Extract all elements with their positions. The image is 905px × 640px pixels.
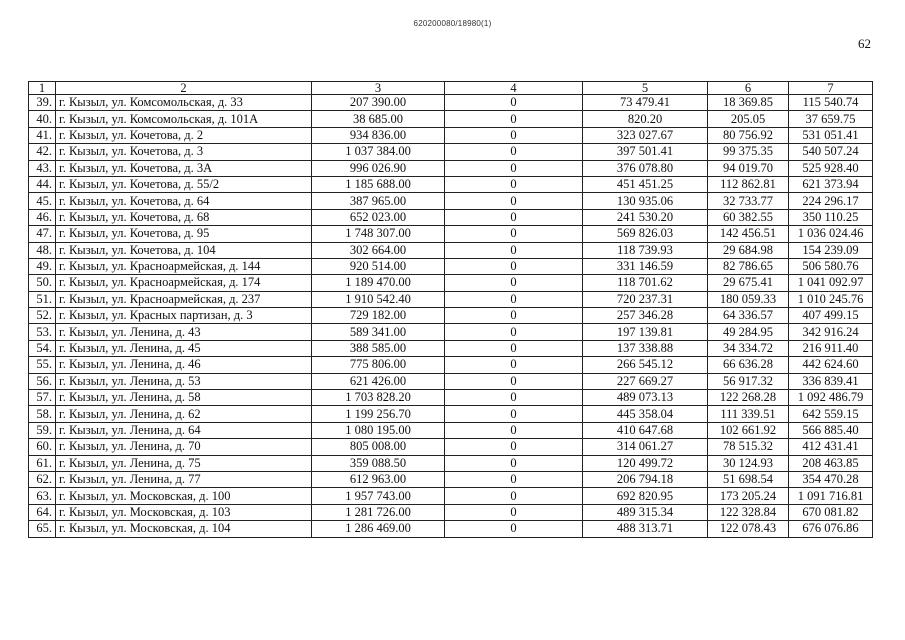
- address-cell: г. Кызыл, ул. Комсомольская, д. 101А: [56, 111, 312, 127]
- row-number-cell: 48.: [29, 242, 56, 258]
- table-row: [29, 373, 873, 389]
- table-row: [29, 340, 873, 356]
- row-number-cell: 54.: [29, 340, 56, 356]
- table-row: [29, 111, 873, 127]
- col3-cell: 805 008.00: [312, 439, 445, 455]
- col4-cell: 0: [445, 209, 583, 225]
- table-row: [29, 504, 873, 520]
- address-cell: г. Кызыл, ул. Ленина, д. 62: [56, 406, 312, 422]
- col7-cell: 442 624.60: [789, 357, 873, 373]
- col3-cell: 652 023.00: [312, 209, 445, 225]
- column-header-4: 4: [445, 82, 583, 95]
- col6-cell: 82 786.65: [708, 258, 789, 274]
- col7-cell: 525 928.40: [789, 160, 873, 176]
- row-number-cell: 62.: [29, 471, 56, 487]
- address-cell: г. Кызыл, ул. Комсомольская, д. 33: [56, 95, 312, 111]
- row-number-cell: 43.: [29, 160, 56, 176]
- row-number-cell: 51.: [29, 291, 56, 307]
- col6-cell: 29 675.41: [708, 275, 789, 291]
- row-number-cell: 63.: [29, 488, 56, 504]
- col4-cell: 0: [445, 176, 583, 192]
- col3-cell: 359 088.50: [312, 455, 445, 471]
- col6-cell: 30 124.93: [708, 455, 789, 471]
- row-number-cell: 61.: [29, 455, 56, 471]
- address-cell: г. Кызыл, ул. Кочетова, д. 64: [56, 193, 312, 209]
- address-cell: г. Кызыл, ул. Ленина, д. 43: [56, 324, 312, 340]
- table-row: [29, 226, 873, 242]
- col4-cell: 0: [445, 160, 583, 176]
- table-row: [29, 258, 873, 274]
- col3-cell: 1 080 195.00: [312, 422, 445, 438]
- address-cell: г. Кызыл, ул. Московская, д. 100: [56, 488, 312, 504]
- col4-cell: 0: [445, 390, 583, 406]
- col6-cell: 94 019.70: [708, 160, 789, 176]
- col4-cell: 0: [445, 340, 583, 356]
- address-cell: г. Кызыл, ул. Кочетова, д. 2: [56, 127, 312, 143]
- row-number-cell: 50.: [29, 275, 56, 291]
- col4-cell: 0: [445, 144, 583, 160]
- col5-cell: 197 139.81: [583, 324, 708, 340]
- column-header-2: 2: [56, 82, 312, 95]
- address-cell: г. Кызыл, ул. Ленина, д. 53: [56, 373, 312, 389]
- row-number-cell: 42.: [29, 144, 56, 160]
- col7-cell: 676 076.86: [789, 521, 873, 537]
- row-number-cell: 39.: [29, 95, 56, 111]
- col7-cell: 1 041 092.97: [789, 275, 873, 291]
- row-number-cell: 52.: [29, 308, 56, 324]
- col5-cell: 314 061.27: [583, 439, 708, 455]
- col5-cell: 331 146.59: [583, 258, 708, 274]
- col5-cell: 410 647.68: [583, 422, 708, 438]
- column-header-5: 5: [583, 82, 708, 95]
- col7-cell: 642 559.15: [789, 406, 873, 422]
- row-number-cell: 57.: [29, 390, 56, 406]
- address-cell: г. Кызыл, ул. Ленина, д. 46: [56, 357, 312, 373]
- col4-cell: 0: [445, 455, 583, 471]
- col6-cell: 18 369.85: [708, 95, 789, 111]
- col4-cell: 0: [445, 471, 583, 487]
- col7-cell: 208 463.85: [789, 455, 873, 471]
- col7-cell: 1 091 716.81: [789, 488, 873, 504]
- col3-cell: 1 286 469.00: [312, 521, 445, 537]
- table-row: [29, 193, 873, 209]
- col7-cell: 1 092 486.79: [789, 390, 873, 406]
- col3-cell: 1 185 688.00: [312, 176, 445, 192]
- col4-cell: 0: [445, 504, 583, 520]
- col4-cell: 0: [445, 406, 583, 422]
- col7-cell: 540 507.24: [789, 144, 873, 160]
- column-header-7: 7: [789, 82, 873, 95]
- col3-cell: 1 281 726.00: [312, 504, 445, 520]
- col4-cell: 0: [445, 422, 583, 438]
- col3-cell: 1 199 256.70: [312, 406, 445, 422]
- row-number-cell: 64.: [29, 504, 56, 520]
- table-row: [29, 357, 873, 373]
- row-number-cell: 53.: [29, 324, 56, 340]
- col5-cell: 323 027.67: [583, 127, 708, 143]
- table-row: [29, 521, 873, 537]
- col3-cell: 621 426.00: [312, 373, 445, 389]
- col3-cell: 920 514.00: [312, 258, 445, 274]
- table-row: [29, 291, 873, 307]
- table-row: [29, 455, 873, 471]
- col7-cell: 115 540.74: [789, 95, 873, 111]
- table-row: [29, 209, 873, 225]
- col3-cell: 589 341.00: [312, 324, 445, 340]
- address-cell: г. Кызыл, ул. Московская, д. 103: [56, 504, 312, 520]
- col3-cell: 388 585.00: [312, 340, 445, 356]
- col5-cell: 820.20: [583, 111, 708, 127]
- col6-cell: 112 862.81: [708, 176, 789, 192]
- row-number-cell: 46.: [29, 209, 56, 225]
- col4-cell: 0: [445, 308, 583, 324]
- col6-cell: 29 684.98: [708, 242, 789, 258]
- table-row: [29, 439, 873, 455]
- col6-cell: 49 284.95: [708, 324, 789, 340]
- address-cell: г. Кызыл, ул. Ленина, д. 58: [56, 390, 312, 406]
- col6-cell: 60 382.55: [708, 209, 789, 225]
- col5-cell: 206 794.18: [583, 471, 708, 487]
- col5-cell: 489 315.34: [583, 504, 708, 520]
- col6-cell: 78 515.32: [708, 439, 789, 455]
- col4-cell: 0: [445, 373, 583, 389]
- header-row: [29, 82, 873, 95]
- col5-cell: 451 451.25: [583, 176, 708, 192]
- col5-cell: 266 545.12: [583, 357, 708, 373]
- row-number-cell: 44.: [29, 176, 56, 192]
- col4-cell: 0: [445, 488, 583, 504]
- row-number-cell: 59.: [29, 422, 56, 438]
- col5-cell: 227 669.27: [583, 373, 708, 389]
- row-number-cell: 55.: [29, 357, 56, 373]
- address-cell: г. Кызыл, ул. Красноармейская, д. 174: [56, 275, 312, 291]
- col5-cell: 445 358.04: [583, 406, 708, 422]
- address-cell: г. Кызыл, ул. Кочетова, д. 3А: [56, 160, 312, 176]
- col3-cell: 934 836.00: [312, 127, 445, 143]
- table-row: [29, 390, 873, 406]
- col3-cell: 1 910 542.40: [312, 291, 445, 307]
- table-row: [29, 144, 873, 160]
- col4-cell: 0: [445, 226, 583, 242]
- address-cell: г. Кызыл, ул. Ленина, д. 75: [56, 455, 312, 471]
- table-row: [29, 95, 873, 111]
- row-number-cell: 49.: [29, 258, 56, 274]
- document-code: 620200080/18980(1): [413, 19, 492, 28]
- col6-cell: 122 268.28: [708, 390, 789, 406]
- address-cell: г. Кызыл, ул. Ленина, д. 77: [56, 471, 312, 487]
- col7-cell: 566 885.40: [789, 422, 873, 438]
- col4-cell: 0: [445, 521, 583, 537]
- col7-cell: 342 916.24: [789, 324, 873, 340]
- table-row: [29, 176, 873, 192]
- col4-cell: 0: [445, 193, 583, 209]
- col7-cell: 154 239.09: [789, 242, 873, 258]
- col3-cell: 996 026.90: [312, 160, 445, 176]
- address-cell: г. Кызыл, ул. Кочетова, д. 55/2: [56, 176, 312, 192]
- col5-cell: 241 530.20: [583, 209, 708, 225]
- col3-cell: 612 963.00: [312, 471, 445, 487]
- table-row: [29, 422, 873, 438]
- row-number-cell: 58.: [29, 406, 56, 422]
- col3-cell: 1 957 743.00: [312, 488, 445, 504]
- col5-cell: 130 935.06: [583, 193, 708, 209]
- col6-cell: 111 339.51: [708, 406, 789, 422]
- col6-cell: 64 336.57: [708, 308, 789, 324]
- row-number-cell: 41.: [29, 127, 56, 143]
- col6-cell: 205.05: [708, 111, 789, 127]
- table-body: [29, 95, 873, 538]
- col7-cell: 224 296.17: [789, 193, 873, 209]
- table-row: [29, 324, 873, 340]
- col4-cell: 0: [445, 127, 583, 143]
- col3-cell: 1 189 470.00: [312, 275, 445, 291]
- col6-cell: 99 375.35: [708, 144, 789, 160]
- col7-cell: 506 580.76: [789, 258, 873, 274]
- address-cell: г. Кызыл, ул. Кочетова, д. 3: [56, 144, 312, 160]
- address-cell: г. Кызыл, ул. Кочетова, д. 68: [56, 209, 312, 225]
- col3-cell: 38 685.00: [312, 111, 445, 127]
- address-cell: г. Кызыл, ул. Кочетова, д. 95: [56, 226, 312, 242]
- row-number-cell: 56.: [29, 373, 56, 389]
- address-cell: г. Кызыл, ул. Ленина, д. 70: [56, 439, 312, 455]
- col6-cell: 66 636.28: [708, 357, 789, 373]
- col7-cell: 354 470.28: [789, 471, 873, 487]
- col5-cell: 376 078.80: [583, 160, 708, 176]
- col7-cell: 621 373.94: [789, 176, 873, 192]
- address-cell: г. Кызыл, ул. Ленина, д. 45: [56, 340, 312, 356]
- table-row: [29, 406, 873, 422]
- row-number-cell: 40.: [29, 111, 56, 127]
- col6-cell: 180 059.33: [708, 291, 789, 307]
- col5-cell: 720 237.31: [583, 291, 708, 307]
- col5-cell: 137 338.88: [583, 340, 708, 356]
- table-row: [29, 471, 873, 487]
- col3-cell: 729 182.00: [312, 308, 445, 324]
- col7-cell: 412 431.41: [789, 439, 873, 455]
- col4-cell: 0: [445, 357, 583, 373]
- col7-cell: 350 110.25: [789, 209, 873, 225]
- col6-cell: 122 078.43: [708, 521, 789, 537]
- address-cell: г. Кызыл, ул. Красных партизан, д. 3: [56, 308, 312, 324]
- col7-cell: 407 499.15: [789, 308, 873, 324]
- col6-cell: 122 328.84: [708, 504, 789, 520]
- col4-cell: 0: [445, 275, 583, 291]
- row-number-cell: 65.: [29, 521, 56, 537]
- col4-cell: 0: [445, 324, 583, 340]
- col6-cell: 51 698.54: [708, 471, 789, 487]
- col7-cell: 336 839.41: [789, 373, 873, 389]
- col7-cell: 1 010 245.76: [789, 291, 873, 307]
- col5-cell: 73 479.41: [583, 95, 708, 111]
- table-row: [29, 488, 873, 504]
- col6-cell: 142 456.51: [708, 226, 789, 242]
- row-number-cell: 47.: [29, 226, 56, 242]
- row-number-cell: 60.: [29, 439, 56, 455]
- page-number: 62: [858, 36, 871, 51]
- table-row: [29, 275, 873, 291]
- col4-cell: 0: [445, 439, 583, 455]
- row-number-cell: 45.: [29, 193, 56, 209]
- col3-cell: 302 664.00: [312, 242, 445, 258]
- col5-cell: 120 499.72: [583, 455, 708, 471]
- address-cell: г. Кызыл, ул. Красноармейская, д. 144: [56, 258, 312, 274]
- address-cell: г. Кызыл, ул. Московская, д. 104: [56, 521, 312, 537]
- col7-cell: 531 051.41: [789, 127, 873, 143]
- column-header-1: 1: [29, 82, 56, 95]
- col5-cell: 488 313.71: [583, 521, 708, 537]
- col4-cell: 0: [445, 291, 583, 307]
- col6-cell: 173 205.24: [708, 488, 789, 504]
- col7-cell: 37 659.75: [789, 111, 873, 127]
- col3-cell: 1 748 307.00: [312, 226, 445, 242]
- col3-cell: 207 390.00: [312, 95, 445, 111]
- col5-cell: 257 346.28: [583, 308, 708, 324]
- column-header-3: 3: [312, 82, 445, 95]
- col7-cell: 1 036 024.46: [789, 226, 873, 242]
- col5-cell: 489 073.13: [583, 390, 708, 406]
- col5-cell: 397 501.41: [583, 144, 708, 160]
- address-cell: г. Кызыл, ул. Красноармейская, д. 237: [56, 291, 312, 307]
- col6-cell: 56 917.32: [708, 373, 789, 389]
- table-row: [29, 308, 873, 324]
- col6-cell: 102 661.92: [708, 422, 789, 438]
- table-row: [29, 160, 873, 176]
- col5-cell: 118 701.62: [583, 275, 708, 291]
- col6-cell: 32 733.77: [708, 193, 789, 209]
- address-cell: г. Кызыл, ул. Ленина, д. 64: [56, 422, 312, 438]
- col4-cell: 0: [445, 95, 583, 111]
- col6-cell: 34 334.72: [708, 340, 789, 356]
- col4-cell: 0: [445, 242, 583, 258]
- col4-cell: 0: [445, 258, 583, 274]
- table-row: [29, 242, 873, 258]
- column-header-6: 6: [708, 82, 789, 95]
- col3-cell: 1 703 828.20: [312, 390, 445, 406]
- col3-cell: 1 037 384.00: [312, 144, 445, 160]
- col7-cell: 670 081.82: [789, 504, 873, 520]
- col5-cell: 569 826.03: [583, 226, 708, 242]
- col7-cell: 216 911.40: [789, 340, 873, 356]
- col5-cell: 118 739.93: [583, 242, 708, 258]
- col3-cell: 775 806.00: [312, 357, 445, 373]
- col3-cell: 387 965.00: [312, 193, 445, 209]
- col6-cell: 80 756.92: [708, 127, 789, 143]
- col5-cell: 692 820.95: [583, 488, 708, 504]
- address-cell: г. Кызыл, ул. Кочетова, д. 104: [56, 242, 312, 258]
- col4-cell: 0: [445, 111, 583, 127]
- table-row: [29, 127, 873, 143]
- data-table: [28, 81, 873, 538]
